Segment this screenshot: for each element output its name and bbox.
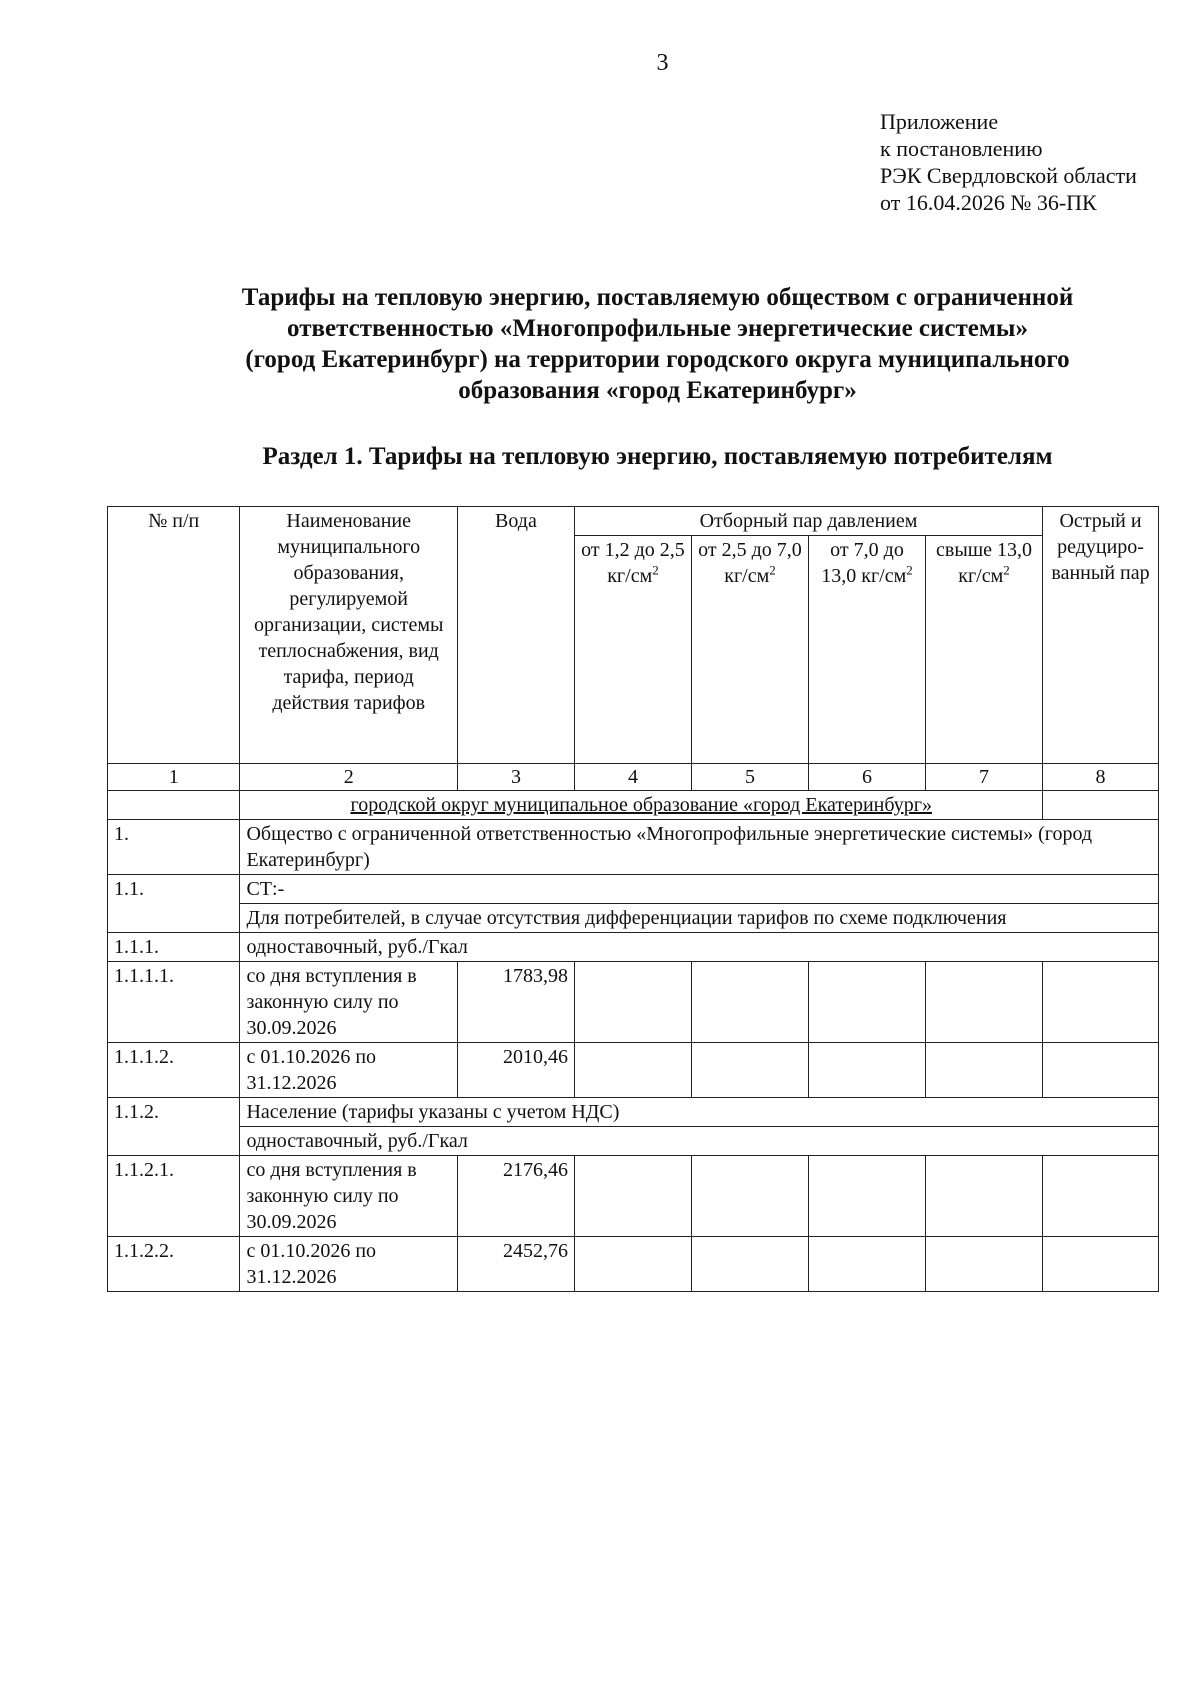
table-row bbox=[108, 933, 1159, 962]
superscript: 2 bbox=[652, 562, 659, 578]
water-tariff: 1783,98 bbox=[457, 962, 574, 1043]
column-number: 6 bbox=[809, 764, 926, 791]
row-text: с 01.10.2026 по 31.12.2026 bbox=[240, 1043, 457, 1098]
superscript: 2 bbox=[769, 562, 776, 578]
empty-cell bbox=[1043, 1237, 1159, 1292]
row-text: с 01.10.2026 по 31.12.2026 bbox=[240, 1237, 457, 1292]
tariff-table bbox=[107, 506, 1159, 1292]
header-pressure-1 bbox=[574, 536, 691, 764]
empty-cell bbox=[809, 1156, 926, 1237]
row-text: со дня вступления в законную силу по 30.09.2026 bbox=[240, 1156, 457, 1237]
row-number: 1.1.1.1. bbox=[108, 962, 240, 1043]
empty-cell bbox=[1043, 1043, 1159, 1098]
empty-cell bbox=[1043, 962, 1159, 1043]
document-title bbox=[170, 282, 1145, 406]
region-title: городской округ муниципальное образование «город Екатеринбург» bbox=[240, 791, 1043, 820]
superscript: 2 bbox=[906, 562, 913, 578]
appendix-line: РЭК Свердловской области bbox=[880, 163, 1137, 188]
title-line: ответственностью «Многопрофильные энергетические системы» bbox=[287, 315, 1028, 342]
row-number: 1.1.1.2. bbox=[108, 1043, 240, 1098]
empty-cell bbox=[926, 1043, 1043, 1098]
table-row bbox=[108, 1098, 1159, 1127]
pressure-label: свыше 13,0 кг/см bbox=[936, 539, 1033, 587]
row-number: 1.1.2.2. bbox=[108, 1237, 240, 1292]
table-row bbox=[108, 1127, 1159, 1156]
column-number: 2 bbox=[240, 764, 457, 791]
appendix-line: от 16.04.2026 № 36-ПК bbox=[880, 190, 1097, 215]
header-pressure-3 bbox=[809, 536, 926, 764]
water-tariff: 2176,46 bbox=[457, 1156, 574, 1237]
header-steam-group: Отборный пар давлением bbox=[574, 507, 1042, 536]
row-number: 1.1.1. bbox=[108, 933, 240, 962]
row-number: 1.1.2. bbox=[108, 1098, 240, 1156]
pressure-label: от 2,5 до 7,0 кг/см bbox=[698, 539, 802, 587]
page-number: 3 bbox=[656, 50, 669, 76]
title-line: образования «город Екатеринбург» bbox=[458, 377, 857, 404]
header-row bbox=[108, 507, 1159, 536]
table-row bbox=[108, 962, 1159, 1043]
row-text: СТ:- bbox=[240, 875, 1159, 904]
empty-cell bbox=[809, 1237, 926, 1292]
row-text: Для потребителей, в случае отсутствия дифференциации тарифов по схеме подключения bbox=[240, 904, 1159, 933]
empty-cell bbox=[574, 1237, 691, 1292]
region-row bbox=[108, 791, 1159, 820]
row-text: одноставочный, руб./Гкал bbox=[240, 1127, 1159, 1156]
empty-cell bbox=[809, 962, 926, 1043]
header-water: Вода bbox=[457, 507, 574, 764]
title-line: (город Екатеринбург) на территории городского округа муниципального bbox=[245, 346, 1070, 373]
column-number: 4 bbox=[574, 764, 691, 791]
header-pressure-4 bbox=[926, 536, 1043, 764]
superscript: 2 bbox=[1003, 562, 1010, 578]
empty-cell bbox=[926, 962, 1043, 1043]
empty-cell bbox=[691, 1156, 808, 1237]
table-row bbox=[108, 1043, 1159, 1098]
empty-cell bbox=[1043, 791, 1159, 820]
table-row bbox=[108, 1156, 1159, 1237]
appendix-line: Приложение bbox=[880, 109, 999, 134]
empty-cell bbox=[809, 1043, 926, 1098]
column-number: 8 bbox=[1043, 764, 1159, 791]
column-number: 3 bbox=[457, 764, 574, 791]
header-name: Наименование муниципального образования, регулируемой организации, системы теплоснабжения, вид тарифа, период действия тарифов bbox=[240, 507, 457, 764]
empty-cell bbox=[574, 962, 691, 1043]
column-number: 1 bbox=[108, 764, 240, 791]
empty-cell bbox=[691, 962, 808, 1043]
empty-cell bbox=[108, 791, 240, 820]
empty-cell bbox=[574, 1043, 691, 1098]
water-tariff: 2010,46 bbox=[457, 1043, 574, 1098]
row-number: 1.1. bbox=[108, 875, 240, 933]
section-title: Раздел 1. Тарифы на тепловую энергию, поставляемую потребителям bbox=[262, 443, 1053, 470]
header-pressure-2 bbox=[691, 536, 808, 764]
column-number: 5 bbox=[691, 764, 808, 791]
row-number: 1. bbox=[108, 820, 240, 875]
empty-cell bbox=[926, 1156, 1043, 1237]
row-text: со дня вступления в законную силу по 30.09.2026 bbox=[240, 962, 457, 1043]
empty-cell bbox=[574, 1156, 691, 1237]
appendix-note bbox=[880, 108, 1137, 216]
table-row bbox=[108, 820, 1159, 875]
pressure-label: от 7,0 до 13,0 кг/см bbox=[821, 539, 907, 587]
column-number: 7 bbox=[926, 764, 1043, 791]
title-line: Тарифы на тепловую энергию, поставляемую обществом с ограниченной bbox=[241, 284, 1074, 311]
row-text: Население (тарифы указаны с учетом НДС) bbox=[240, 1098, 1159, 1127]
row-text: Общество с ограниченной ответственностью «Многопрофильные энергетические системы» (город Екатеринбург) bbox=[240, 820, 1159, 875]
header-num: № п/п bbox=[108, 507, 240, 764]
water-tariff: 2452,76 bbox=[457, 1237, 574, 1292]
column-number-row bbox=[108, 764, 1159, 791]
empty-cell bbox=[926, 1237, 1043, 1292]
table-row bbox=[108, 1237, 1159, 1292]
empty-cell bbox=[1043, 1156, 1159, 1237]
pressure-label: от 1,2 до 2,5 кг/см bbox=[581, 539, 685, 587]
table-row bbox=[108, 904, 1159, 933]
appendix-line: к постановлению bbox=[880, 136, 1043, 161]
empty-cell bbox=[691, 1043, 808, 1098]
empty-cell bbox=[691, 1237, 808, 1292]
header-sharp-steam: Острый и редуциро-ванный пар bbox=[1043, 507, 1159, 764]
row-number: 1.1.2.1. bbox=[108, 1156, 240, 1237]
row-text: одноставочный, руб./Гкал bbox=[240, 933, 1159, 962]
table-row bbox=[108, 875, 1159, 904]
